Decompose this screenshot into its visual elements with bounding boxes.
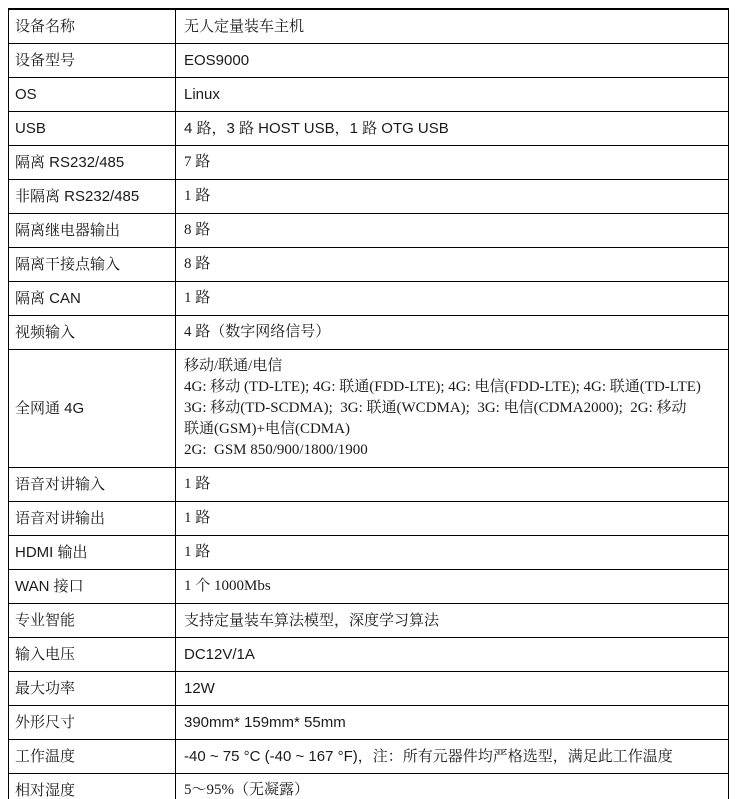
spec-value (176, 706, 728, 739)
table-row (9, 740, 728, 774)
spec-value-line: 无人定量装车主机 (184, 18, 305, 35)
spec-value-line: -40 ~ 75 °C (-40 ~ 167 °F)，注：所有元器件均严格选型，满足此工作温度 (184, 748, 673, 765)
spec-value-line: 支持定量装车算法模型，深度学习算法 (184, 612, 440, 629)
spec-label: 设备型号 (9, 44, 176, 77)
spec-label: 外形尺寸 (9, 706, 176, 739)
spec-value (176, 774, 728, 799)
spec-value (176, 570, 728, 603)
spec-label: USB (9, 112, 176, 145)
spec-value-line: Linux (184, 86, 220, 103)
table-row (9, 570, 728, 604)
spec-label: 语音对讲输入 (9, 468, 176, 501)
spec-label: WAN 接口 (9, 570, 176, 603)
spec-value-line: 1 路 (184, 544, 211, 560)
spec-value (176, 536, 728, 569)
spec-label: 相对湿度 (9, 774, 176, 799)
spec-value (176, 468, 728, 501)
table-row (9, 180, 728, 214)
table-row (9, 248, 728, 282)
spec-label: 隔离 RS232/485 (9, 146, 176, 179)
table-row (9, 536, 728, 570)
table-row (9, 214, 728, 248)
spec-label: 全网通 4G (9, 350, 176, 467)
table-row (9, 282, 728, 316)
spec-value (176, 502, 728, 535)
spec-value (176, 316, 728, 349)
spec-value-line: 2G: GSM 850/900/1800/1900 (184, 442, 368, 458)
spec-label: 非隔离 RS232/485 (9, 180, 176, 213)
table-row (9, 316, 728, 350)
spec-value-line: 1 路 (184, 510, 211, 526)
spec-label: HDMI 输出 (9, 536, 176, 569)
spec-label: 视频输入 (9, 316, 176, 349)
spec-value-line: 1 个 1000Mbs (184, 578, 271, 594)
spec-value (176, 740, 728, 773)
spec-label: 隔离 CAN (9, 282, 176, 315)
table-row (9, 78, 728, 112)
spec-label: 隔离继电器输出 (9, 214, 176, 247)
table-row (9, 10, 728, 44)
spec-label: 设备名称 (9, 10, 176, 43)
table-row (9, 44, 728, 78)
spec-value-line: 4G: 移动 (TD-LTE); 4G: 联通(FDD-LTE); 4G: 电信(FDD-LTE); 4G: 联通(TD-LTE) (184, 379, 701, 395)
table-row (9, 604, 728, 638)
table-row (9, 672, 728, 706)
spec-value-line: 12W (184, 680, 215, 697)
spec-value-line: DC12V/1A (184, 646, 255, 663)
spec-value-line: 1 路 (184, 290, 211, 306)
spec-value (176, 78, 728, 111)
spec-value-line: 4 路（数字网络信号） (184, 324, 331, 340)
table-row (9, 350, 728, 468)
spec-value-line: 5～95%（无凝露） (184, 782, 309, 798)
spec-label: 专业智能 (9, 604, 176, 637)
spec-value (176, 672, 728, 705)
spec-value (176, 638, 728, 671)
spec-value (176, 282, 728, 315)
table-row (9, 774, 728, 799)
spec-value (176, 214, 728, 247)
spec-value (176, 180, 728, 213)
spec-value (176, 112, 728, 145)
spec-table (8, 8, 729, 799)
spec-label: 输入电压 (9, 638, 176, 671)
spec-label: OS (9, 78, 176, 111)
spec-value-line: 1 路 (184, 476, 211, 492)
spec-value-line: 3G: 移动(TD-SCDMA); 3G: 联通(WCDMA); 3G: 电信(CDMA2000); 2G: 移动 (184, 400, 687, 416)
spec-value (176, 44, 728, 77)
spec-value (176, 248, 728, 281)
spec-value-line: 4 路，3 路 HOST USB，1 路 OTG USB (184, 120, 449, 137)
table-row (9, 706, 728, 740)
table-row (9, 146, 728, 180)
spec-value-line: EOS9000 (184, 52, 250, 69)
spec-value-line: 移动/联通/电信 (184, 358, 283, 374)
table-row (9, 502, 728, 536)
spec-value-line: 8 路 (184, 222, 211, 238)
spec-value-line: 7 路 (184, 154, 211, 170)
spec-value-line: 390mm* 159mm* 55mm (184, 714, 346, 731)
spec-value (176, 10, 728, 43)
table-row (9, 638, 728, 672)
spec-value-line: 8 路 (184, 256, 211, 272)
spec-value-line: 1 路 (184, 188, 211, 204)
spec-label: 语音对讲输出 (9, 502, 176, 535)
table-row (9, 468, 728, 502)
spec-value (176, 146, 728, 179)
spec-value (176, 350, 728, 467)
spec-value (176, 604, 728, 637)
spec-label: 最大功率 (9, 672, 176, 705)
table-row (9, 112, 728, 146)
spec-value-line: 联通(GSM)+电信(CDMA) (184, 421, 350, 437)
spec-label: 隔离干接点输入 (9, 248, 176, 281)
spec-label: 工作温度 (9, 740, 176, 773)
